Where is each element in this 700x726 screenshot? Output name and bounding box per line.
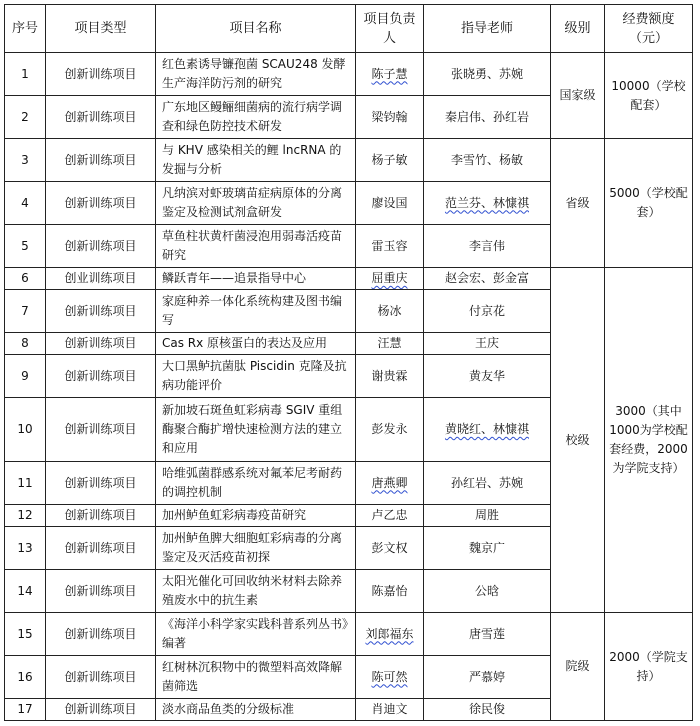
cell-leader: 屈重庆	[356, 268, 424, 290]
cell-project-name: 大口黑鲈抗菌肽 Piscidin 克隆及抗病功能评价	[156, 355, 356, 398]
cell-leader: 陈可然	[356, 656, 424, 699]
cell-type: 创新训练项目	[46, 355, 156, 398]
cell-no: 7	[5, 290, 46, 333]
cell-level: 国家级	[551, 53, 605, 139]
cell-leader: 梁钧翰	[356, 96, 424, 139]
cell-leader: 卢乙忠	[356, 505, 424, 527]
cell-type: 创新训练项目	[46, 505, 156, 527]
cell-advisor: 王庆	[424, 333, 551, 355]
cell-leader: 彭文权	[356, 527, 424, 570]
cell-no: 12	[5, 505, 46, 527]
header-funding: 经费额度（元）	[605, 5, 693, 53]
table-row	[5, 139, 693, 182]
cell-no: 8	[5, 333, 46, 355]
cell-type: 创新训练项目	[46, 225, 156, 268]
cell-type: 创新训练项目	[46, 527, 156, 570]
cell-advisor: 公晗	[424, 570, 551, 613]
cell-leader: 陈子慧	[356, 53, 424, 96]
cell-level: 校级	[551, 268, 605, 613]
cell-type: 创业训练项目	[46, 268, 156, 290]
cell-no: 3	[5, 139, 46, 182]
cell-no: 6	[5, 268, 46, 290]
cell-type: 创新训练项目	[46, 139, 156, 182]
cell-advisor: 李雪竹、杨敏	[424, 139, 551, 182]
cell-no: 5	[5, 225, 46, 268]
cell-advisor: 付京花	[424, 290, 551, 333]
cell-project-name: 《海洋小科学家实践科普系列丛书》编著	[156, 613, 356, 656]
cell-advisor: 李言伟	[424, 225, 551, 268]
cell-leader: 汪慧	[356, 333, 424, 355]
cell-type: 创新训练项目	[46, 182, 156, 225]
cell-leader: 廖设国	[356, 182, 424, 225]
cell-leader: 彭发永	[356, 398, 424, 462]
cell-funding: 5000（学校配套）	[605, 139, 693, 268]
cell-advisor: 赵会宏、彭金富	[424, 268, 551, 290]
cell-project-name: 太阳光催化可回收纳米材料去除养殖废水中的抗生素	[156, 570, 356, 613]
cell-project-name: 红色素诱导镰孢菌 SCAU248 发酵生产海洋防污剂的研究	[156, 53, 356, 96]
cell-no: 1	[5, 53, 46, 96]
header-row	[5, 5, 693, 53]
cell-project-name: Cas Rx 原核蛋白的表达及应用	[156, 333, 356, 355]
cell-leader: 雷玉容	[356, 225, 424, 268]
cell-project-name: 淡水商品鱼类的分级标准	[156, 699, 356, 721]
cell-no: 16	[5, 656, 46, 699]
cell-advisor: 张晓勇、苏婉	[424, 53, 551, 96]
cell-type: 创新训练项目	[46, 613, 156, 656]
cell-advisor: 范兰芬、林慷祺	[424, 182, 551, 225]
cell-leader: 唐燕卿	[356, 462, 424, 505]
cell-no: 15	[5, 613, 46, 656]
cell-level: 省级	[551, 139, 605, 268]
table-row	[5, 613, 693, 656]
cell-funding: 3000（其中1000为学校配套经费，2000为学院支持）	[605, 268, 693, 613]
cell-type: 创新训练项目	[46, 656, 156, 699]
header-no: 序号	[5, 5, 46, 53]
cell-project-name: 草鱼柱状黄杆菌浸泡用弱毒活疫苗研究	[156, 225, 356, 268]
cell-project-name: 家庭种养一体化系统构建及图书编写	[156, 290, 356, 333]
cell-advisor: 孙红岩、苏婉	[424, 462, 551, 505]
header-level: 级别	[551, 5, 605, 53]
cell-project-name: 与 KHV 感染相关的鲤 lncRNA 的发掘与分析	[156, 139, 356, 182]
cell-type: 创新训练项目	[46, 570, 156, 613]
cell-type: 创新训练项目	[46, 53, 156, 96]
cell-advisor: 徐民俊	[424, 699, 551, 721]
cell-type: 创新训练项目	[46, 96, 156, 139]
cell-funding: 10000（学校配套）	[605, 53, 693, 139]
cell-type: 创新训练项目	[46, 398, 156, 462]
cell-advisor: 秦启伟、孙红岩	[424, 96, 551, 139]
cell-advisor: 严慕婷	[424, 656, 551, 699]
cell-no: 4	[5, 182, 46, 225]
cell-level: 院级	[551, 613, 605, 721]
page-bottom-edge	[0, 719, 700, 726]
cell-type: 创新训练项目	[46, 290, 156, 333]
project-table	[4, 4, 693, 721]
cell-funding: 2000（学院支持）	[605, 613, 693, 721]
cell-project-name: 凡纳滨对虾玻璃苗症病原体的分离鉴定及检测试剂盒研发	[156, 182, 356, 225]
cell-leader: 刘郎福东	[356, 613, 424, 656]
cell-type: 创新训练项目	[46, 699, 156, 721]
cell-project-name: 新加坡石斑鱼虹彩病毒 SGIV 重组酶聚合酶扩增快速检测方法的建立和应用	[156, 398, 356, 462]
cell-leader: 肖迪文	[356, 699, 424, 721]
cell-advisor: 唐雪莲	[424, 613, 551, 656]
cell-no: 2	[5, 96, 46, 139]
cell-project-name: 广东地区鳗鲡细菌病的流行病学调查和绿色防控技术研发	[156, 96, 356, 139]
cell-no: 9	[5, 355, 46, 398]
cell-type: 创新训练项目	[46, 462, 156, 505]
cell-no: 14	[5, 570, 46, 613]
cell-advisor: 黄晓红、林慷祺	[424, 398, 551, 462]
cell-advisor: 周胜	[424, 505, 551, 527]
header-leader: 项目负责人	[356, 5, 424, 53]
cell-no: 11	[5, 462, 46, 505]
header-type: 项目类型	[46, 5, 156, 53]
cell-leader: 谢贵霖	[356, 355, 424, 398]
cell-leader: 杨子敏	[356, 139, 424, 182]
cell-type: 创新训练项目	[46, 333, 156, 355]
cell-no: 10	[5, 398, 46, 462]
cell-leader: 杨冰	[356, 290, 424, 333]
table-row	[5, 268, 693, 290]
cell-no: 17	[5, 699, 46, 721]
cell-project-name: 哈维弧菌群感系统对氟苯尼考耐药的调控机制	[156, 462, 356, 505]
cell-project-name: 加州鲈鱼脾大细胞虹彩病毒的分离鉴定及灭活疫苗初探	[156, 527, 356, 570]
cell-advisor: 魏京广	[424, 527, 551, 570]
cell-project-name: 加州鲈鱼虹彩病毒疫苗研究	[156, 505, 356, 527]
cell-leader: 陈嘉怡	[356, 570, 424, 613]
header-advisor: 指导老师	[424, 5, 551, 53]
cell-no: 13	[5, 527, 46, 570]
cell-project-name: 红树林沉积物中的微塑料高效降解菌筛选	[156, 656, 356, 699]
header-name: 项目名称	[156, 5, 356, 53]
cell-project-name: 鳞跃青年——追景指导中心	[156, 268, 356, 290]
table-row	[5, 53, 693, 96]
cell-advisor: 黄友华	[424, 355, 551, 398]
